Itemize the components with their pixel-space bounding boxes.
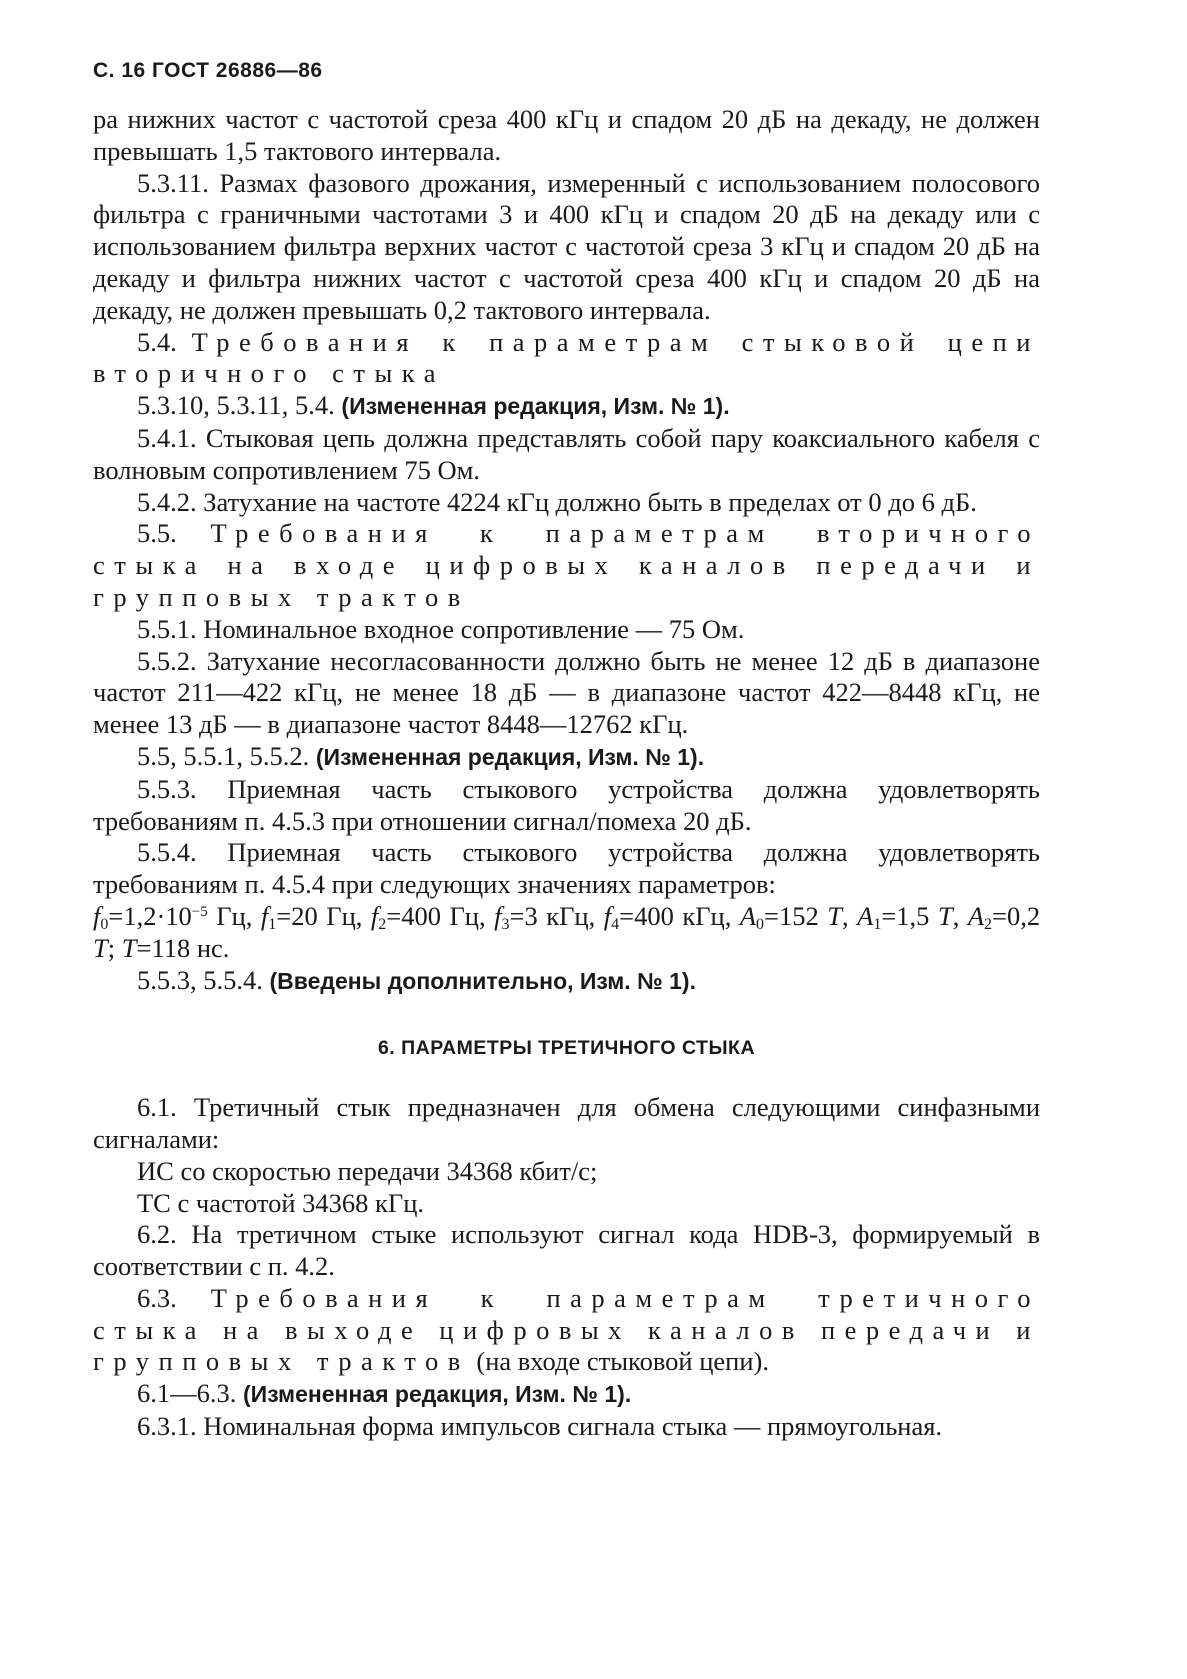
section-title: Требования к параметрам третичного стыка на выходе цифровых каналов передачи и групповых трактов	[93, 1282, 1040, 1377]
section-5-5-title	[93, 518, 1040, 613]
amendment-label: (Измененная редакция, Изм. № 1).	[243, 1381, 632, 1408]
body-text	[93, 104, 1040, 1443]
f4-value: 400 кГц,	[634, 900, 732, 931]
paragraph-5-5-1: 5.5.1. Номинальное входное сопротивление — 75 Ом.	[137, 613, 745, 644]
paragraph-continuation: ра нижних частот с частотой среза 400 кГц и спадом 20 дБ на декаду, не должен превышать 1,5 тактового интервала.	[93, 104, 1040, 166]
a0-value: 152	[779, 900, 819, 931]
section-title-tail: (на входе стыковой цепи).	[476, 1346, 769, 1377]
section-6-3-title	[93, 1283, 1040, 1378]
amendment-note	[93, 965, 1040, 998]
a1-value: 1,5	[896, 900, 930, 931]
amendment-refs: 6.1—6.3.	[137, 1378, 237, 1409]
amendment-refs: 5.5, 5.5.1, 5.5.2.	[137, 740, 310, 771]
paragraph-5-3-11: 5.3.11. Размах фазового дрожания, измеренный с использованием полосового фильтра с граничными частотами 3 и 400 кГц и спадом 20 дБ на декаду или с использованием фильтра верхних частот с частотой среза 3 кГц и спадом 20 дБ на декаду и фильтра нижних частот с частотой среза 400 кГц и спадом 20 дБ на декаду, не должен превышать 0,2 тактового интервала.	[93, 167, 1040, 325]
paragraph-5-5-2: 5.5.2. Затухание несогласованности должно быть не менее 12 дБ в диапазоне частот 211—422 кГц, не менее 18 дБ — в диапазоне частот 422—8448 кГц, не менее 13 дБ — в диапазоне частот 8448—12762 кГц.	[93, 645, 1040, 740]
t-value: 118 нс.	[151, 932, 230, 963]
paragraph-6-1-is: ИС со скоростью передачи 34368 кбит/с;	[137, 1155, 598, 1186]
amendment-refs: 5.5.3, 5.5.4.	[137, 964, 263, 995]
paragraph-5-4-1: 5.4.1. Стыковая цепь должна представлять собой пару коаксиального кабеля с волновым сопротивлением 75 Ом.	[93, 422, 1040, 485]
amendment-label: (Измененная редакция, Изм. № 1).	[315, 743, 705, 770]
section-title: Требования к параметрам стыковой цепи вторичного стыка	[93, 326, 1040, 389]
amendment-label: (Измененная редакция, Изм. № 1).	[341, 393, 730, 420]
amendment-label: (Введены дополнительно, Изм. № 1).	[269, 967, 696, 994]
f3-value: 3 кГц,	[524, 900, 596, 931]
f0-unit: Гц,	[216, 900, 253, 931]
section-number: 6.3.	[137, 1282, 177, 1313]
amendment-note	[93, 1378, 1040, 1411]
paragraph-5-4-2: 5.4.2. Затухание на частоте 4224 кГц должно быть в пределах от 0 до 6 дБ.	[137, 486, 977, 517]
amendment-note	[93, 390, 1040, 423]
amendment-note	[93, 741, 1040, 774]
paragraph-5-5-3: 5.5.3. Приемная часть стыкового устройства должна удовлетворять требованиям п. 4.5.3 при отношении сигнал/помеха 20 дБ.	[93, 773, 1040, 836]
paragraph-6-3-1: 6.3.1. Номинальная форма импульсов сигнала стыка — прямоугольная.	[137, 1411, 943, 1442]
section-5-4-title	[93, 327, 1040, 391]
f0-value: 1,2·10	[123, 900, 192, 931]
f0-exponent: −5	[191, 903, 208, 920]
f2-value: 400 Гц,	[401, 900, 486, 931]
parameter-formula: $f_0=1,2\cdot 10^{-5}$ Гц, $f_1=20$ Гц, $f_2=400$ Гц, $f_3=3$ кГц, $f_4=400$ кГц, $A_0=152$ T, $A_1=1,5$ T, $A_2=0,2$ T; T=118 нс.	[93, 900, 1041, 963]
document-page	[93, 58, 1040, 1443]
paragraph-5-5-4: 5.5.4. Приемная часть стыкового устройства должна удовлетворять требованиям п. 4.5.4 при следующих значениях параметров:	[93, 837, 1040, 900]
section-number: 5.4.	[137, 326, 177, 357]
running-head: С. 16 ГОСТ 26886—86	[93, 59, 323, 82]
a2-value: 0,2	[1006, 900, 1041, 931]
paragraph-6-1: 6.1. Третичный стык предназначен для обмена следующими синфазными сигналами:	[93, 1092, 1040, 1154]
amendment-refs: 5.3.10, 5.3.11, 5.4.	[137, 390, 335, 421]
paragraph-6-1-ts: ТС с частотой 34368 кГц.	[137, 1187, 425, 1218]
section-number: 5.5.	[137, 518, 177, 549]
paragraph-6-2: 6.2. На третичном стыке используют сигнал кода HDB-3, формируемый в соответствии с п. 4.2.	[93, 1219, 1040, 1282]
f1-value: 20 Гц,	[291, 900, 363, 931]
section-title: Требования к параметрам вторичного стыка на входе цифровых каналов передачи и групповых трактов	[93, 518, 1040, 612]
section-6-heading: 6. ПАРАМЕТРЫ ТРЕТИЧНОГО СТЫКА	[377, 1037, 756, 1060]
